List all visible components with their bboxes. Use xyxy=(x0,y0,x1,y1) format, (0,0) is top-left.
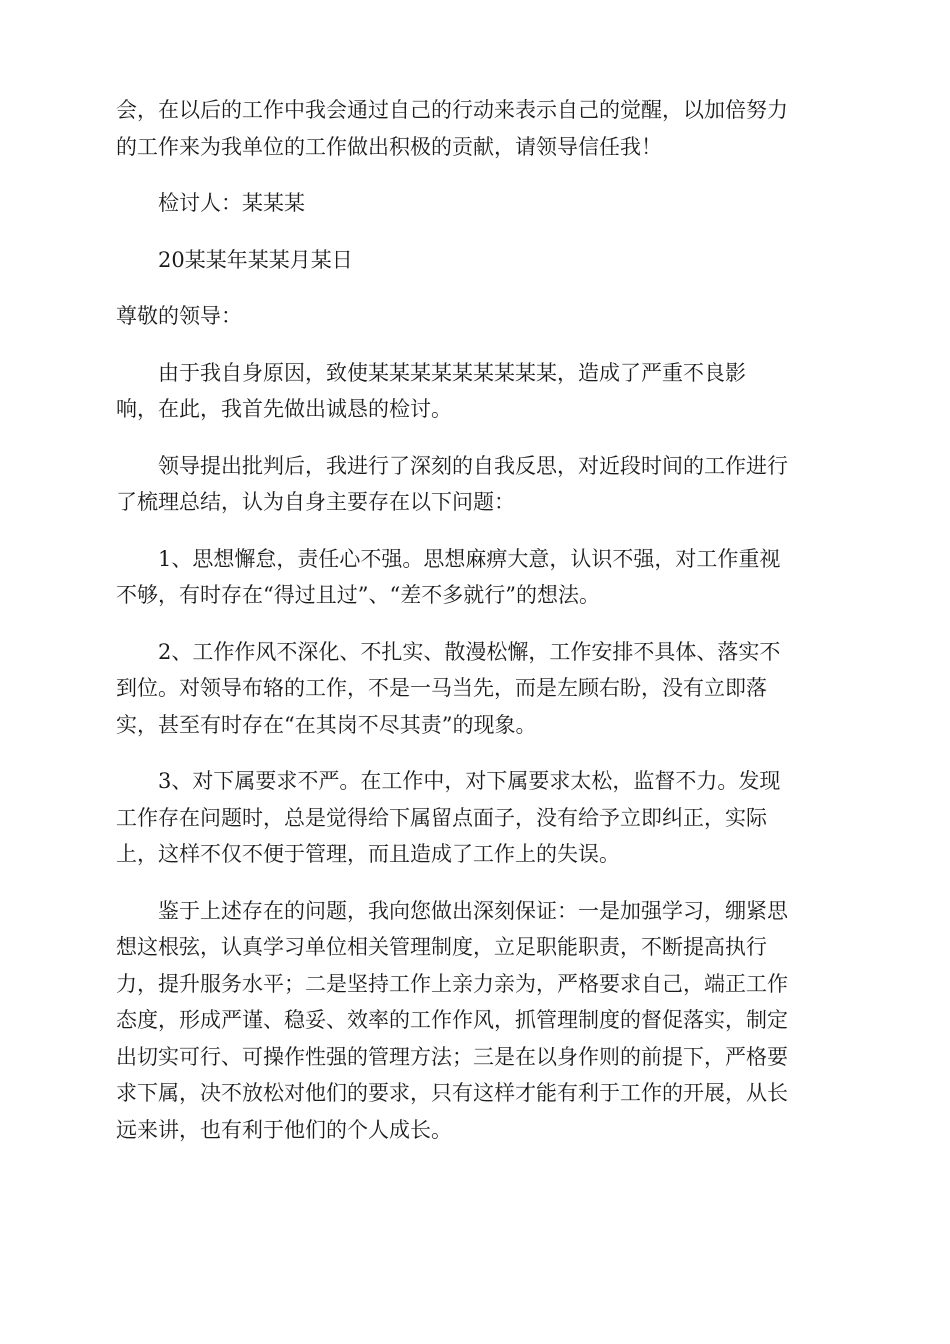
text-line: 态度，形成严谨、稳妥、效率的工作作风，抓管理制度的督促落实，制定 xyxy=(116,1008,788,1032)
text-line: 求下属，决不放松对他们的要求，只有这样才能有利于工作的开展，从长 xyxy=(116,1081,788,1105)
document-page xyxy=(116,92,836,1168)
text-line: 远来讲，也有利于他们的个人成长。 xyxy=(116,1117,452,1142)
paragraph-issue-2 xyxy=(116,634,836,744)
text-line: 3、对下属要求不严。在工作中，对下属要求太松，监督不力。发现 xyxy=(158,769,781,793)
text-line: 2、工作作风不深化、不扎实、散漫松懈，工作安排不具体、落实不 xyxy=(158,639,781,664)
text-line: 力，提升服务水平；二是坚持工作上亲力亲为，严格要求自己，端正工作 xyxy=(116,971,788,996)
text-line: 会，在以后的工作中我会通过自己的行动来表示自己的觉醒，以加倍努力 xyxy=(116,98,788,122)
text-line: 鉴于上述存在的问题，我向您做出深刻保证：一是加强学习，绷紧思 xyxy=(158,898,788,923)
text-line: 出切实可行、可操作性强的管理方法；三是在以身作则的前提下，严格要 xyxy=(116,1044,788,1069)
date-text: 20某某年某某月某日 xyxy=(158,247,353,272)
salutation-text: 尊敬的领导： xyxy=(116,304,242,328)
signer-text: 检讨人：某某某 xyxy=(158,191,305,215)
paragraph-reflection xyxy=(116,448,836,521)
text-line: 的工作来为我单位的工作做出积极的贡献，请领导信任我！ xyxy=(116,134,662,159)
paragraph-reason xyxy=(116,355,836,428)
salutation xyxy=(116,298,836,335)
text-line: 了梳理总结，认为自身主要存在以下问题： xyxy=(116,490,515,514)
text-line: 领导提出批判后，我进行了深刻的自我反思，对近段时间的工作进行 xyxy=(158,453,788,478)
text-line: 工作存在问题时，总是觉得给下属留点面子，没有给予立即纠正，实际 xyxy=(116,805,767,830)
date-line xyxy=(116,242,836,279)
text-line: 不够，有时存在“得过且过”、“差不多就行”的想法。 xyxy=(116,583,600,607)
text-line: 到位。对领导布辂的工作，不是一马当先，而是左顾右盼，没有立即落 xyxy=(116,676,767,700)
text-line: 上，这样不仅不便于管理，而且造成了工作上的失误。 xyxy=(116,842,620,866)
paragraph-commitment xyxy=(116,893,836,1149)
signer-line xyxy=(116,185,836,222)
text-line: 实，甚至有时存在“在其岗不尽其责”的现象。 xyxy=(116,712,537,737)
text-line: 想这根弦，认真学习单位相关管理制度，立足职能职责，不断提高执行 xyxy=(116,935,767,959)
paragraph-issue-3 xyxy=(116,763,836,873)
text-line: 由于我自身原因，致使某某某某某某某某某，造成了严重不良影 xyxy=(158,360,746,385)
text-line: 1、思想懈怠，责任心不强。思想麻痹大意，认识不强，对工作重视 xyxy=(158,546,781,571)
paragraph-issue-1 xyxy=(116,541,836,614)
text-line: 响，在此，我首先做出诚恳的检讨。 xyxy=(116,397,452,421)
paragraph-continued xyxy=(116,92,836,165)
